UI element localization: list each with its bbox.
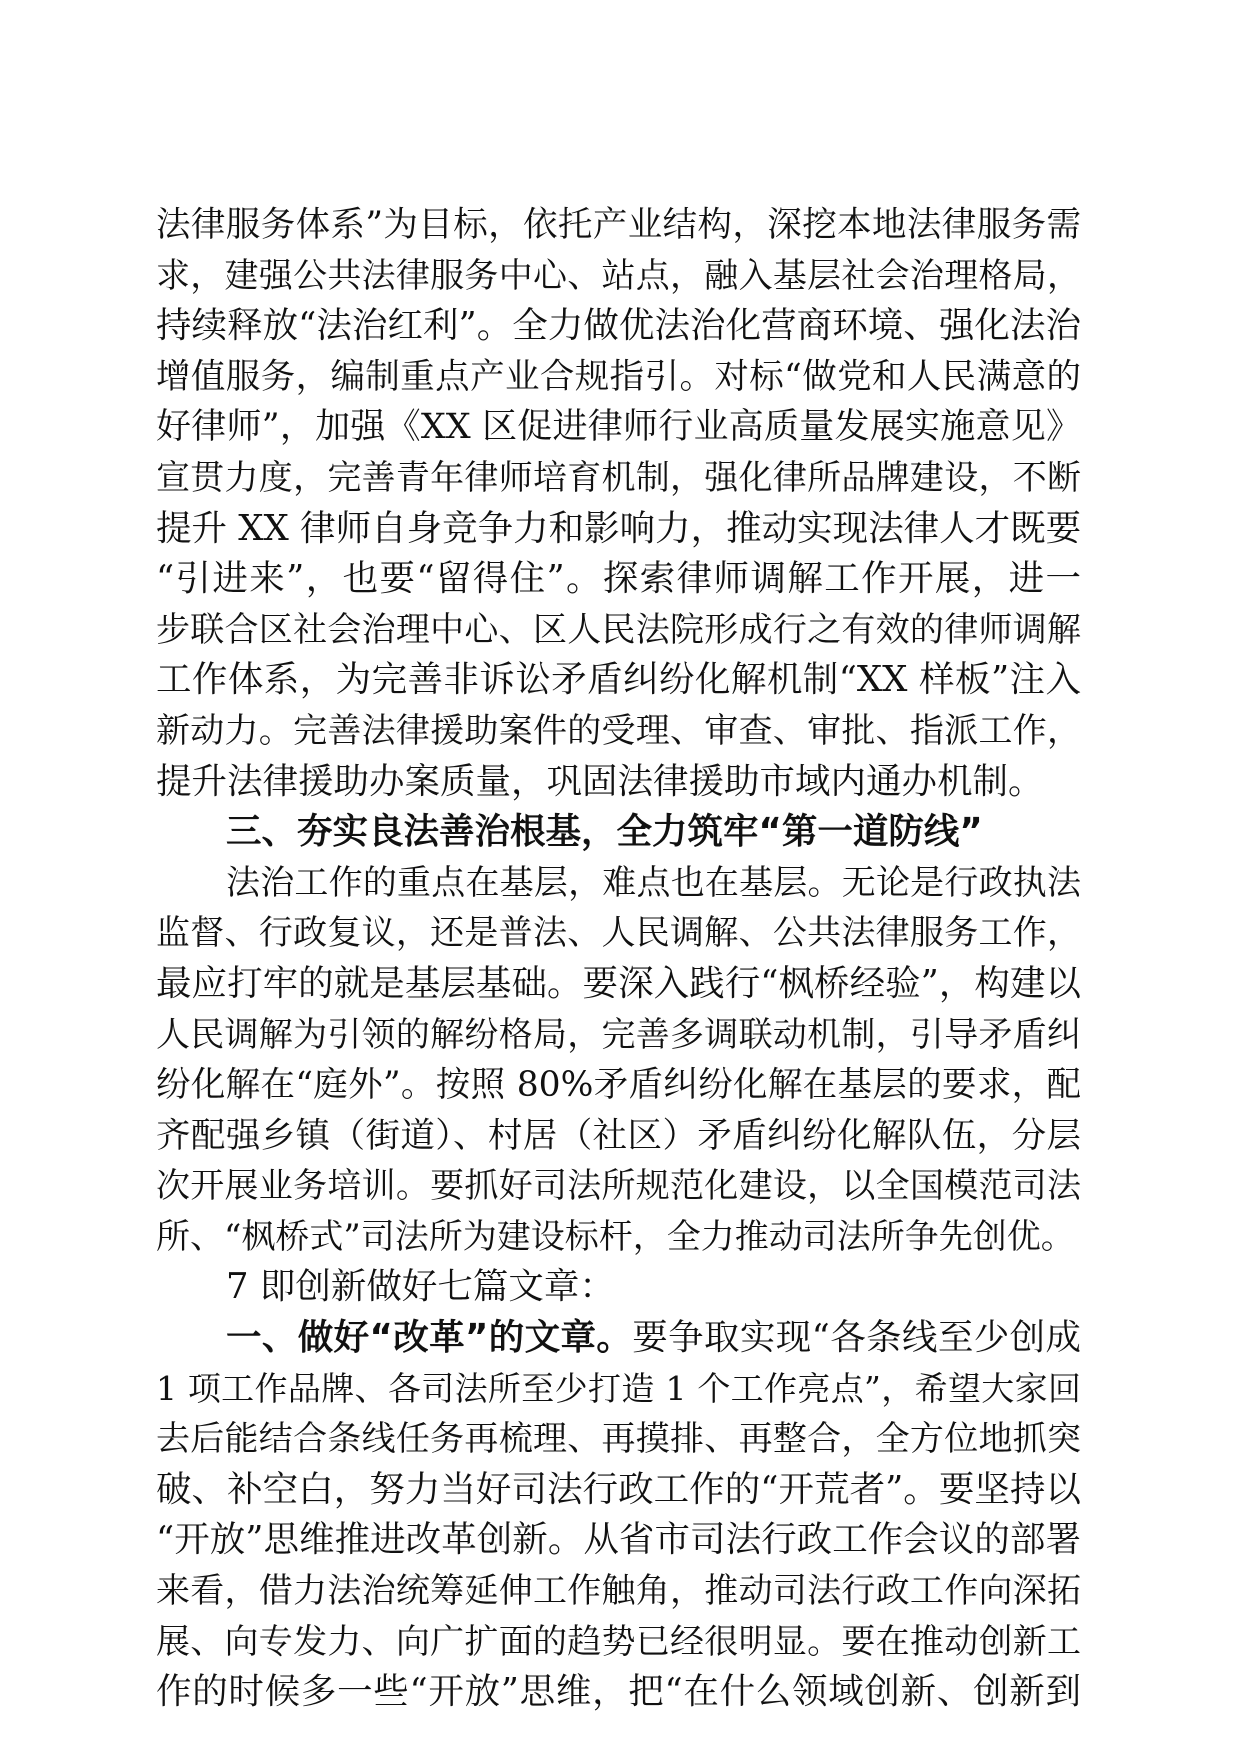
section-lead-reform: 一、做好“改革”的文章。 [226, 1317, 633, 1359]
text-line: “开放”思维推进改革创新。从省市司法行政工作会议的部署 [156, 1519, 1081, 1561]
text-line: 齐配强乡镇（街道）、村居（社区）矛盾纠纷化解队伍，分层 [156, 1115, 1081, 1156]
text-line: 来看，借力法治统筹延伸工作触角，推动司法行政工作向深拓 [156, 1571, 1081, 1612]
paragraph-legal-services [156, 200, 1081, 807]
paragraph-grassroots [156, 858, 1081, 1263]
text-line: 提升 XX 律师自身竞争力和影响力，推动实现法律人才既要 [156, 507, 1081, 549]
text-line [156, 1313, 1081, 1364]
text-line: 人民调解为引领的解纷格局，完善多调联动机制，引导矛盾纠 [156, 1014, 1081, 1055]
text-line: 工作体系，为完善非诉讼矛盾纠纷化解机制“XX 样板”注入 [156, 659, 1081, 701]
text-line: 去后能结合条线任务再梳理、再摸排、再整合，全方位地抓突 [156, 1419, 1081, 1460]
text-line: 提升法律援助办案质量，巩固法律援助市域内通办机制。 [156, 760, 1044, 802]
text-line: 宣贯力度，完善青年律师培育机制，强化律所品牌建设，不断 [156, 457, 1081, 498]
text-line: 步联合区社会治理中心、区人民法院形成行之有效的律师调解 [156, 609, 1081, 650]
text-line: 所、“枫桥式”司法所为建设标杆，全力推动司法所争先创优。 [156, 1216, 1075, 1257]
text-run: 要争取实现“各条线至少创成 [632, 1317, 1081, 1359]
text-line: 1 项工作品牌、各司法所至少打造 1 个工作亮点”，希望大家回 [156, 1368, 1081, 1408]
paragraph-reform [156, 1313, 1081, 1718]
text-line: 新动力。完善法律援助案件的受理、审查、审批、指派工作， [156, 710, 1081, 751]
text-line: 监督、行政复议，还是普法、人民调解、公共法律服务工作， [156, 913, 1081, 954]
text-line: 增值服务，编制重点产业合规指引。对标“做党和人民满意的 [156, 356, 1081, 397]
text-line: 法治工作的重点在基层，难点也在基层。无论是行政执法 [226, 862, 1081, 903]
text-line: 作的时候多一些“开放”思维，把“在什么领域创新、创新到 [156, 1671, 1081, 1713]
text-line: 好律师”，加强《XX 区促进律师行业高质量发展实施意见》 [156, 407, 1081, 448]
text-line: 持续释放“法治红利”。全力做优法治化营商环境、强化法治 [156, 305, 1081, 347]
text-line: 纷化解在“庭外”。按照 80%矛盾纠纷化解在基层的要求，配 [156, 1065, 1081, 1106]
text-line: “引进来”，也要“留得住”。探索律师调解工作开展，进一 [156, 558, 1081, 600]
text-line: 破、补空白，努力当好司法行政工作的“开荒者”。要坚持以 [156, 1468, 1081, 1510]
document-page [156, 200, 1081, 1718]
text-line: 展、向专发力、向广扩面的趋势已经很明显。要在推动创新工 [156, 1621, 1081, 1662]
text-line: 最应打牢的就是基层基础。要深入践行“枫桥经验”，构建以 [156, 962, 1081, 1004]
section-heading-3: 三、夯实良法善治根基，全力筑牢“第一道防线” [226, 811, 983, 853]
intro-seven-articles: 7 即创新做好七篇文章： [226, 1266, 615, 1308]
text-line: 法律服务体系”为目标，依托产业结构，深挖本地法律服务需 [156, 205, 1081, 245]
text-line: 求，建强公共法律服务中心、站点，融入基层社会治理格局， [156, 255, 1081, 296]
text-line: 次开展业务培训。要抓好司法所规范化建设，以全国模范司法 [156, 1166, 1081, 1207]
